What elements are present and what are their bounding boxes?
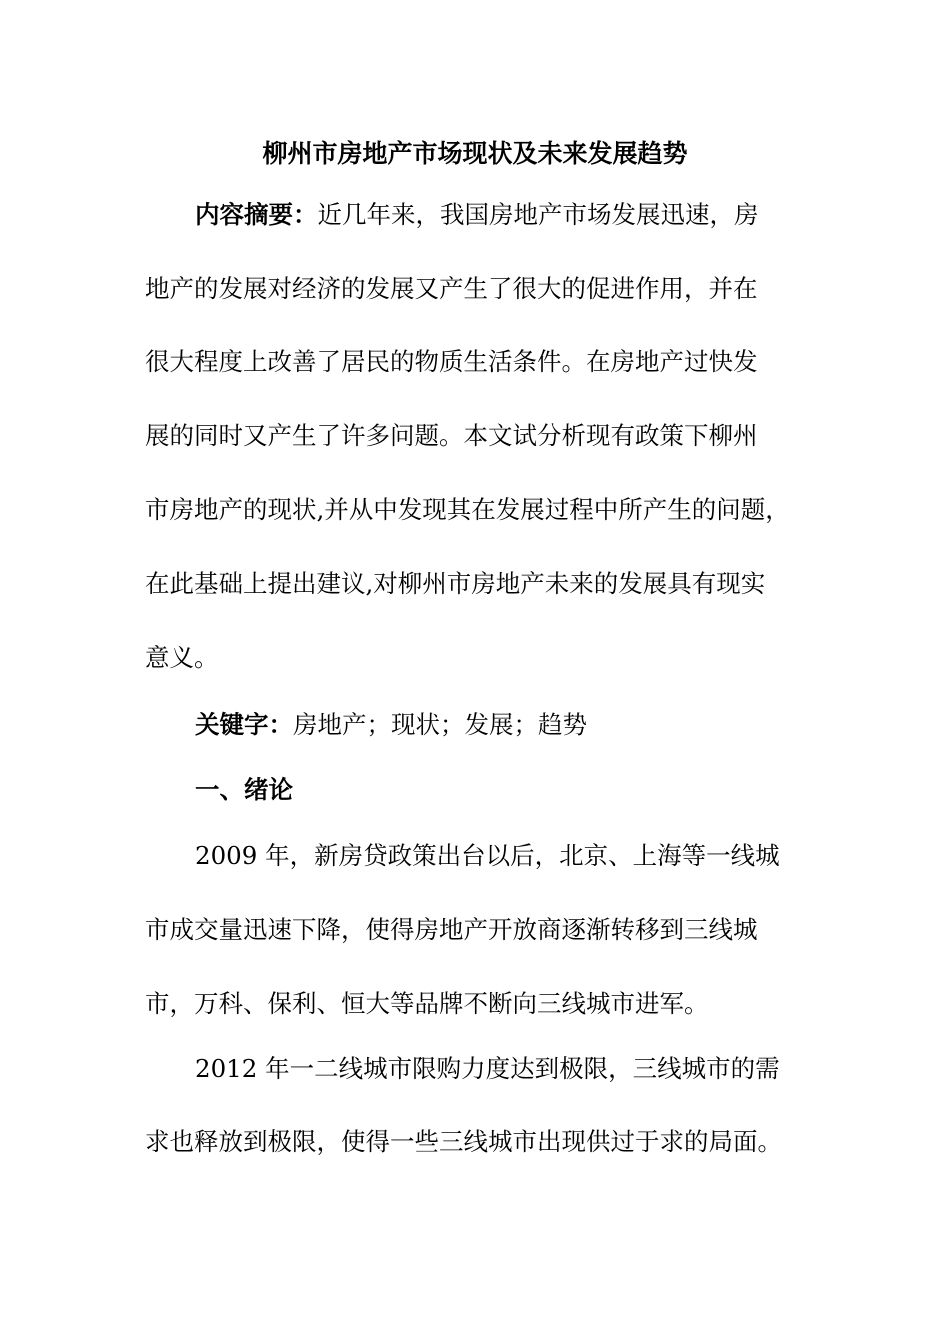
- abstract-text-1: 近几年来，我国房地产市场发展迅速，房: [317, 200, 759, 229]
- paragraph2-line-2: 求也释放到极限，使得一些三线城市出现供过于求的局面。: [145, 1127, 782, 1156]
- paragraph2-line-1: 2012 年一二线城市限购力度达到极限，三线城市的需: [195, 1054, 780, 1083]
- abstract-line-4: 展的同时又产生了许多问题。本文试分析现有政策下柳州: [145, 421, 758, 450]
- abstract-line-6: 在此基础上提出建议,对柳州市房地产未来的发展具有现实: [145, 569, 766, 598]
- abstract-line-3: 很大程度上改善了居民的物质生活条件。在房地产过快发: [145, 347, 758, 376]
- keywords-line: [195, 705, 587, 745]
- section-heading: 一、绪论: [195, 775, 293, 804]
- abstract-line-1: [195, 195, 759, 235]
- paragraph1-line-3: 市，万科、保利、恒大等品牌不断向三线城市进军。: [145, 989, 709, 1018]
- abstract-line-2: 地产的发展对经济的发展又产生了很大的促进作用，并在: [145, 274, 758, 303]
- paragraph1-line-2: 市成交量迅速下降，使得房地产开放商逐渐转移到三线城: [145, 915, 758, 944]
- keywords-label: 关键字：: [195, 710, 293, 739]
- abstract-label: 内容摘要：: [195, 200, 318, 229]
- paragraph1-line-1: 2009 年，新房贷政策出台以后，北京、上海等一线城: [195, 841, 780, 870]
- abstract-line-7: 意义。: [145, 643, 219, 672]
- keywords-text: 房地产；现状；发展；趋势: [293, 710, 587, 739]
- abstract-line-5: 市房地产的现状,并从中发现其在发展过程中所产生的问题，: [145, 495, 790, 524]
- document-title: 柳州市房地产市场现状及未来发展趋势: [262, 139, 688, 168]
